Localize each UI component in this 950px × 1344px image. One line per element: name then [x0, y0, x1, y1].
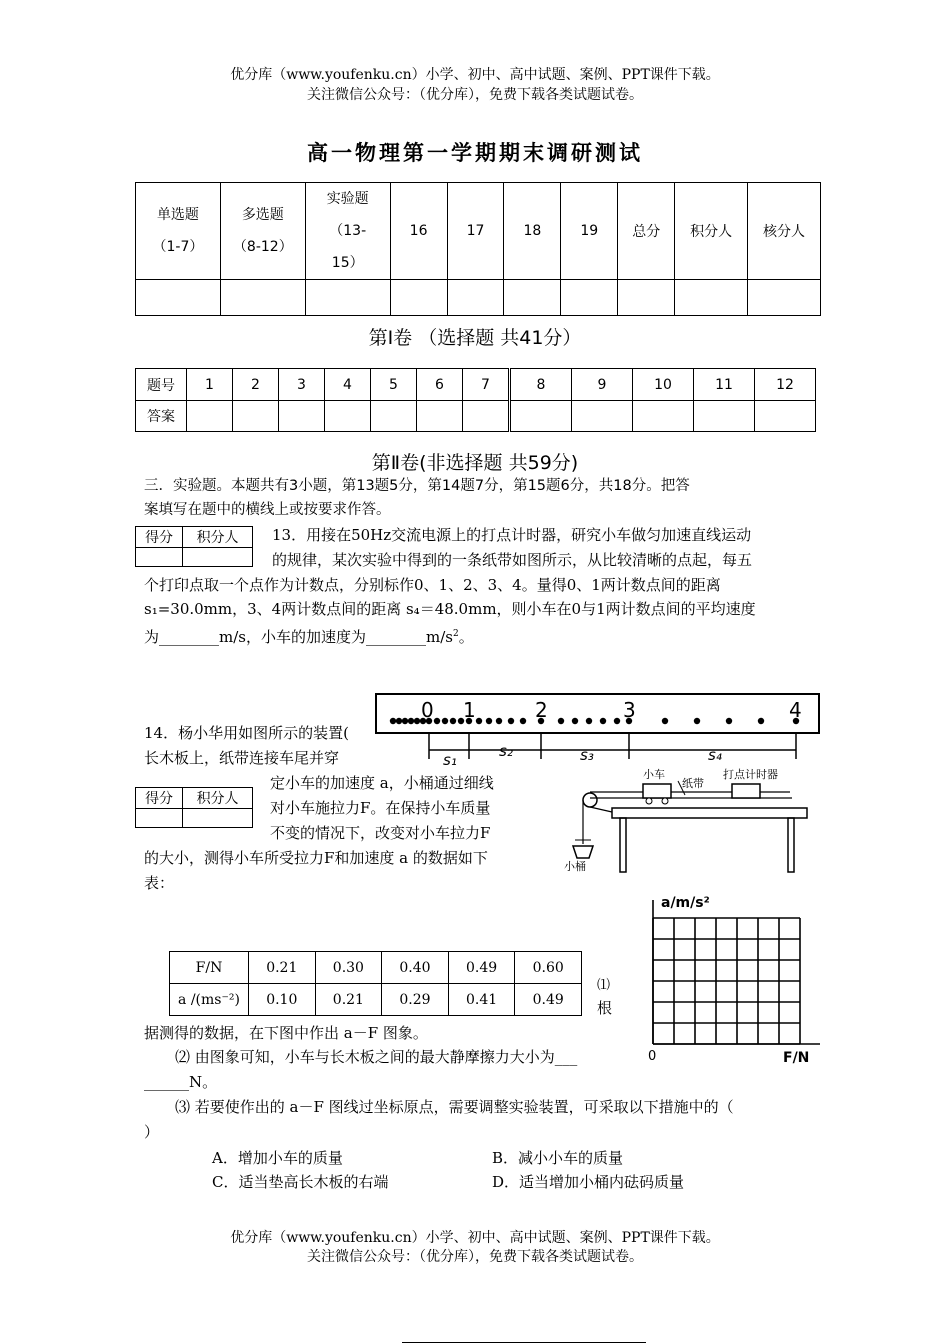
a-value: 0.41	[448, 984, 515, 1016]
apparatus-cart: 小车	[643, 768, 665, 781]
score-col-multi: 多选题 （8-12）	[220, 183, 305, 280]
answer-num: 2	[233, 369, 279, 401]
q14-side-1: ⑴	[597, 978, 611, 993]
tape-label-1: 1	[463, 698, 476, 722]
answer-cell[interactable]	[633, 401, 694, 432]
q13-score-box: 得分 积分人	[135, 526, 253, 567]
q13-line3: 个打印点取一个点作为计数点，分别标作0、1、2、3、4。量得0、1两计数点间的距离	[144, 576, 721, 594]
tape-s4: s₄	[708, 746, 722, 764]
section3-line2: 案填写在题中的横线上或按要求作答。	[144, 502, 391, 518]
answer-cell[interactable]	[755, 401, 816, 432]
q14-line6: 的大小，测得小车所受拉力F和加速度 a 的数据如下	[144, 849, 488, 867]
apparatus-timer: 打点计时器	[723, 768, 778, 781]
score-col-19: 19	[561, 183, 618, 280]
answer-cell[interactable]	[187, 401, 233, 432]
q14-p3: ⑶ 若要使作出的 a－F 图线过坐标原点，需要调整实验装置，可采取以下措施中的（	[175, 1098, 734, 1116]
footer-line-1: 优分库（www.youfenku.cn）小学、初中、高中试题、案例、PPT课件下载。	[230, 1230, 720, 1246]
header-line-1: 优分库（www.youfenku.cn）小学、初中、高中试题、案例、PPT课件下载。	[230, 67, 720, 83]
tape-s2: s₂	[499, 742, 513, 760]
apparatus-figure	[560, 762, 810, 874]
table-label-F: F/N	[170, 952, 249, 984]
q13-line1: 13．用接在50Hz交流电源上的打点计时器，研究小车做匀加速直线运动	[272, 526, 752, 544]
tape-s3: s₃	[580, 746, 594, 764]
answer-num: 11	[694, 369, 755, 401]
answer-cell[interactable]	[572, 401, 633, 432]
footer-rule	[402, 1342, 646, 1343]
answer-num: 7	[463, 369, 510, 401]
F-value: 0.21	[249, 952, 316, 984]
score-col-18: 18	[504, 183, 561, 280]
q14-line3: 定小车的加速度 a，小桶通过细线	[270, 774, 494, 792]
answer-cell[interactable]	[694, 401, 755, 432]
answer-num: 1	[187, 369, 233, 401]
part1-title: 第Ⅰ卷 （选择题 共41分）	[368, 327, 582, 349]
a-value: 0.21	[315, 984, 382, 1016]
apparatus-tape: 纸带	[682, 777, 704, 790]
answer-row-label: 答案	[136, 401, 187, 432]
a-f-graph	[645, 890, 820, 1065]
score-col-single: 单选题 （1-7）	[136, 183, 221, 280]
tape-s1: s₁	[443, 751, 457, 765]
answer-cell[interactable]	[510, 401, 572, 432]
q14-line4: 对小车施拉力F。在保持小车质量	[270, 799, 491, 817]
graph-ylabel: a/m/s²	[661, 895, 710, 911]
answer-cell[interactable]	[463, 401, 510, 432]
answer-num: 9	[572, 369, 633, 401]
a-value: 0.49	[515, 984, 582, 1016]
q14-side-2: 根	[597, 999, 613, 1017]
tape-label-2: 2	[535, 698, 548, 722]
score-col-checker: 核分人	[748, 183, 821, 280]
footer-line-2: 关注微信公众号：（优分库），免费下载各类试题试卷。	[307, 1249, 643, 1265]
answer-num: 12	[755, 369, 816, 401]
table-label-a: a /(ms⁻²)	[170, 984, 249, 1016]
q14-p3b: ）	[144, 1123, 160, 1141]
header-line-2: 关注微信公众号：（优分库），免费下载各类试题试卷。	[307, 87, 643, 103]
score-col-total: 总分	[618, 183, 675, 280]
q13-line4: s₁=30.0mm，3、4两计数点间的距离 s₄＝48.0mm，则小车在0与1两计数点间的平均速度	[144, 600, 756, 618]
q14-p2: ⑵ 由图象可知，小车与长木板之间的最大静摩擦力大小为___	[175, 1048, 578, 1066]
f-a-data-table	[169, 951, 582, 1016]
score-cell[interactable]	[305, 280, 390, 316]
q14-line1: 14．杨小华用如图所示的装置(	[144, 724, 349, 742]
F-value: 0.30	[315, 952, 382, 984]
option-c[interactable]: C．适当垫高长木板的右端	[212, 1173, 389, 1191]
answer-num: 6	[417, 369, 463, 401]
a-value: 0.10	[249, 984, 316, 1016]
score-col-17: 17	[447, 183, 504, 280]
q14-p1: 据测得的数据，在下图中作出 a－F 图象。	[144, 1024, 428, 1042]
part2-title: 第Ⅱ卷(非选择题 共59分)	[371, 452, 579, 474]
q13-line5: 为________m/s，小车的加速度为$\_\_\_\_\_\_\_\_m/s^2$。	[144, 628, 474, 646]
answer-num: 5	[371, 369, 417, 401]
tape-label-4: 4	[789, 698, 802, 722]
answer-cell[interactable]	[233, 401, 279, 432]
score-col-exp: 实验题 （13- 15）	[305, 183, 390, 280]
q14-line5: 不变的情况下，改变对小车拉力F	[270, 824, 491, 842]
score-col-16: 16	[390, 183, 447, 280]
a-value: 0.29	[382, 984, 449, 1016]
answer-num: 4	[325, 369, 371, 401]
section3-line1: 三．实验题。本题共有3小题，第13题5分，第14题7分，第15题6分，共18分。把答	[144, 478, 690, 494]
answer-cell[interactable]	[371, 401, 417, 432]
graph-origin: 0	[648, 1049, 657, 1064]
paper-tape-figure	[375, 693, 820, 765]
score-cell[interactable]	[447, 280, 504, 316]
score-col-scorer: 积分人	[675, 183, 748, 280]
answer-row-label: 题号	[136, 369, 187, 401]
answer-table	[135, 368, 816, 432]
score-cell[interactable]	[748, 280, 821, 316]
F-value: 0.40	[382, 952, 449, 984]
tape-label-3: 3	[623, 698, 636, 722]
q14-line2: 长木板上，纸带连接车尾并穿	[144, 749, 340, 767]
F-value: 0.49	[448, 952, 515, 984]
answer-num: 10	[633, 369, 694, 401]
q14-p2b: ______N。	[144, 1073, 218, 1091]
apparatus-bucket: 小桶	[564, 860, 586, 873]
q14-score-box: 得分 积分人	[135, 787, 253, 828]
option-d[interactable]: D．适当增加小桶内砝码质量	[492, 1173, 685, 1191]
answer-cell[interactable]	[279, 401, 325, 432]
score-table	[135, 182, 821, 316]
q14-line7: 表：	[144, 874, 175, 892]
answer-num: 8	[510, 369, 572, 401]
tape-label-0: 0	[421, 698, 434, 722]
q13-line2: 的规律，某次实验中得到的一条纸带如图所示，从比较清晰的点起，每五	[272, 551, 753, 569]
score-cell[interactable]	[618, 280, 675, 316]
score-cell[interactable]	[675, 280, 748, 316]
option-b[interactable]: B．减小小车的质量	[492, 1149, 624, 1167]
option-a[interactable]: A．增加小车的质量	[212, 1149, 343, 1167]
score-cell[interactable]	[136, 280, 221, 316]
page-title: 高一物理第一学期期末调研测试	[307, 140, 643, 165]
score-cell[interactable]	[504, 280, 561, 316]
score-cell[interactable]	[220, 280, 305, 316]
graph-xlabel: F/N	[783, 1050, 810, 1065]
answer-cell[interactable]	[417, 401, 463, 432]
answer-cell[interactable]	[325, 401, 371, 432]
score-cell[interactable]	[561, 280, 618, 316]
F-value: 0.60	[515, 952, 582, 984]
answer-num: 3	[279, 369, 325, 401]
score-cell[interactable]	[390, 280, 447, 316]
